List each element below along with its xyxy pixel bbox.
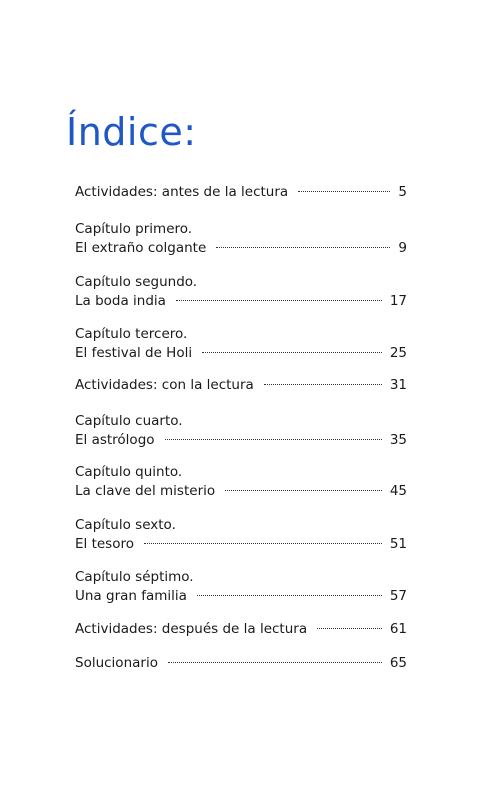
toc-entry-title: El extraño colgante xyxy=(75,240,207,256)
toc-entry-line xyxy=(75,535,407,554)
toc-page-number: 61 xyxy=(389,621,407,637)
dot-leader xyxy=(165,439,382,440)
toc-entry-title: Solucionario xyxy=(75,655,158,671)
toc-entry-title: Actividades: con la lectura xyxy=(75,377,254,393)
dot-leader xyxy=(264,384,382,385)
dot-leader xyxy=(176,300,382,301)
toc-entry-line xyxy=(75,654,407,673)
toc-page-number: 17 xyxy=(389,293,407,309)
dot-leader xyxy=(298,191,390,192)
page-title: Índice: xyxy=(66,110,197,154)
toc-chapter-label: Capítulo sexto. xyxy=(75,517,176,533)
toc-page-number: 31 xyxy=(389,377,407,393)
toc-entry[interactable] xyxy=(75,412,407,450)
dot-leader xyxy=(317,628,382,629)
dot-leader xyxy=(168,662,382,663)
toc-entry-title: Actividades: antes de la lectura xyxy=(75,184,289,200)
toc-entry-title: El astrólogo xyxy=(75,432,155,448)
toc-entry-line xyxy=(75,431,407,450)
toc-page-number: 9 xyxy=(398,240,407,256)
toc-page-number: 51 xyxy=(389,536,407,552)
toc-entry-line xyxy=(75,376,407,395)
toc-chapter-label: Capítulo quinto. xyxy=(75,464,183,480)
toc-entry-title: La clave del misterio xyxy=(75,483,216,499)
toc-entry-title: El tesoro xyxy=(75,536,134,552)
toc-entry-line xyxy=(75,482,407,501)
toc-entry[interactable] xyxy=(75,620,407,639)
toc-entry[interactable] xyxy=(75,654,407,673)
toc-chapter-label: Capítulo segundo. xyxy=(75,274,198,290)
toc-page-number: 35 xyxy=(389,432,407,448)
toc-page-number: 57 xyxy=(389,588,407,604)
toc-entry[interactable] xyxy=(75,273,407,311)
toc-entry[interactable] xyxy=(75,183,407,202)
toc-entry[interactable] xyxy=(75,325,407,363)
toc-page-number: 65 xyxy=(389,655,407,671)
toc-entry-title: La boda india xyxy=(75,293,166,309)
dot-leader xyxy=(216,247,390,248)
toc-entry-line xyxy=(75,239,407,258)
dot-leader xyxy=(202,352,382,353)
toc-entry[interactable] xyxy=(75,568,407,606)
dot-leader xyxy=(144,543,382,544)
toc-chapter-label: Capítulo primero. xyxy=(75,221,193,237)
toc-entry-line xyxy=(75,620,407,639)
toc-entry[interactable] xyxy=(75,463,407,501)
toc-entry-title: Actividades: después de la lectura xyxy=(75,621,308,637)
toc-entry-title: El festival de Holi xyxy=(75,345,193,361)
toc-entry-line xyxy=(75,344,407,363)
toc-entry[interactable] xyxy=(75,376,407,395)
toc-entry-title: Una gran familia xyxy=(75,588,187,604)
toc-chapter-label: Capítulo séptimo. xyxy=(75,569,194,585)
toc-entry[interactable] xyxy=(75,516,407,554)
toc-page-number: 25 xyxy=(389,345,407,361)
toc-entry-line xyxy=(75,183,407,202)
toc-chapter-label: Capítulo tercero. xyxy=(75,326,188,342)
toc-page-number: 45 xyxy=(389,483,407,499)
toc-entry[interactable] xyxy=(75,220,407,258)
dot-leader xyxy=(225,490,382,491)
toc-page-number: 5 xyxy=(398,184,407,200)
dot-leader xyxy=(197,595,382,596)
toc-entry-line xyxy=(75,292,407,311)
toc-entry-line xyxy=(75,587,407,606)
toc-chapter-label: Capítulo cuarto. xyxy=(75,413,183,429)
